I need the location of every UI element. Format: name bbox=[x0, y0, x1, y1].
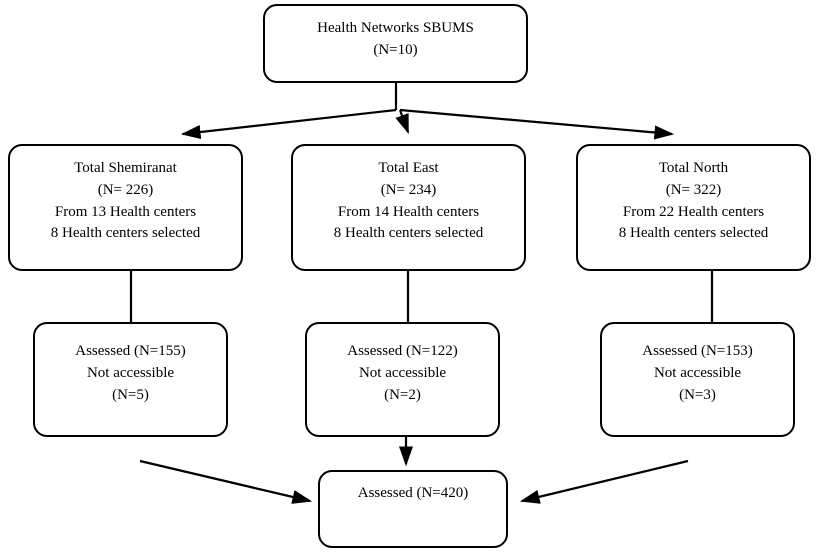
node-line: 8 Health centers selected bbox=[333, 225, 484, 242]
node-line: Total North bbox=[658, 160, 729, 176]
node-line: From 22 Health centers bbox=[622, 203, 765, 220]
node-total-east bbox=[291, 144, 526, 271]
node-line: From 14 Health centers bbox=[337, 203, 480, 220]
node-assessed-north bbox=[600, 322, 795, 437]
node-line: Not accessible bbox=[653, 364, 742, 381]
node-line: From 13 Health centers bbox=[54, 203, 197, 220]
node-health-networks-sbums bbox=[263, 4, 528, 83]
node-total-north bbox=[576, 144, 811, 271]
node-assessed-shemiranat bbox=[33, 322, 228, 437]
node-line: (N= 234) bbox=[380, 181, 437, 198]
node-line: Not accessible bbox=[86, 364, 175, 381]
node-line: 8 Health centers selected bbox=[50, 225, 201, 242]
node-line: Assessed (N=420) bbox=[357, 485, 469, 501]
node-line: Assessed (N=122) bbox=[347, 343, 458, 359]
node-line: Not accessible bbox=[358, 364, 447, 381]
node-line: (N=5) bbox=[112, 386, 149, 403]
node-total-shemiranat bbox=[8, 144, 243, 271]
node-line: (N= 226) bbox=[97, 181, 154, 198]
node-total-assessed bbox=[318, 470, 508, 548]
node-line: Assessed (N=155) bbox=[75, 343, 186, 359]
node-assessed-east bbox=[305, 322, 500, 437]
node-line: Assessed (N=153) bbox=[642, 343, 753, 359]
node-line: Total Shemiranat bbox=[74, 160, 177, 176]
node-line: (N= 322) bbox=[665, 181, 722, 198]
node-line: (N=10) bbox=[373, 41, 418, 58]
node-line: 8 Health centers selected bbox=[618, 225, 769, 242]
node-line: (N=3) bbox=[679, 386, 716, 403]
node-line: (N=2) bbox=[384, 386, 421, 403]
node-line: Total East bbox=[378, 160, 439, 176]
node-line: Health Networks SBUMS bbox=[317, 20, 474, 36]
